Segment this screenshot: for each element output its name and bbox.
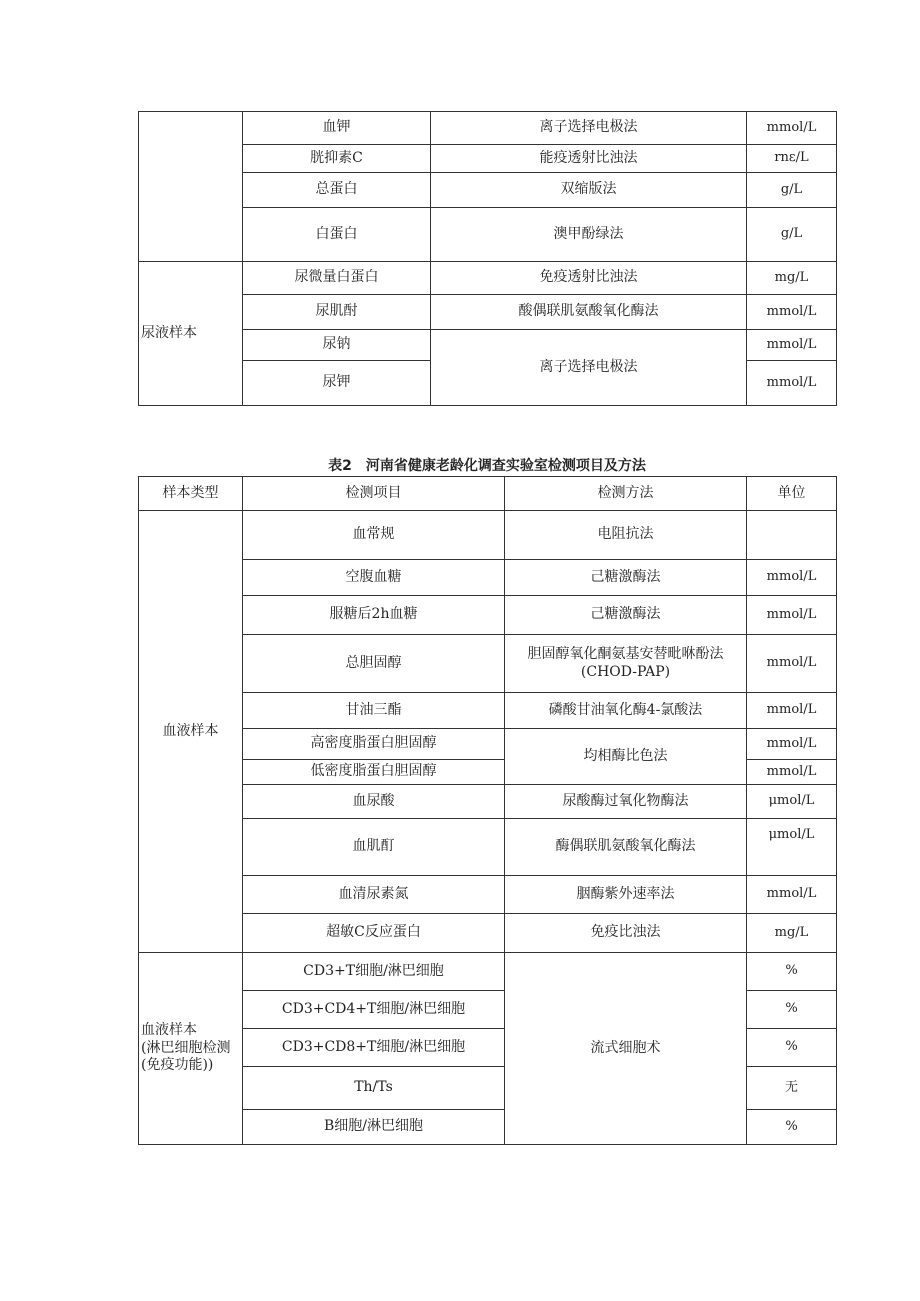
method-cell: 电阻抗法	[505, 511, 747, 560]
sample-type-cell	[139, 953, 243, 1145]
item-cell: 血肌酊	[243, 819, 505, 876]
unit-cell: %	[747, 1029, 837, 1067]
item-cell: CD3+CD4+T细胞/淋巴细胞	[243, 991, 505, 1029]
item-cell: CD3+T细胞/淋巴细胞	[243, 953, 505, 991]
unit-cell: mmol/L	[747, 729, 837, 760]
method-cell: 能疫透射比浊法	[431, 145, 747, 173]
table-row	[139, 511, 837, 560]
unit-cell: mmol/L	[747, 760, 837, 785]
table-2-caption: 表2 河南省健康老龄化调查实验室检测项目及方法	[328, 458, 646, 474]
item-cell: 尿肌酎	[243, 295, 431, 330]
table-row	[139, 729, 837, 760]
table-row	[139, 295, 837, 330]
table-row	[139, 173, 837, 208]
method-cell: 离子选择电极法	[431, 330, 747, 406]
item-cell: 血尿酸	[243, 785, 505, 819]
sample-type-cell: 尿液样本	[139, 262, 243, 406]
method-cell: 尿酸酶过氧化物酶法	[505, 785, 747, 819]
unit-cell: mmol/L	[747, 876, 837, 914]
method-cell: 酸偶联肌氨酸氧化酶法	[431, 295, 747, 330]
table-row	[139, 914, 837, 953]
unit-cell: g/L	[747, 173, 837, 208]
table-1-continued	[138, 111, 837, 406]
table-row	[139, 145, 837, 173]
method-cell: 免疫透射比浊法	[431, 262, 747, 295]
item-cell: 空腹血糖	[243, 560, 505, 596]
unit-cell: mmol/L	[747, 295, 837, 330]
table-row	[139, 208, 837, 262]
unit-cell: g/L	[747, 208, 837, 262]
item-cell: B细胞/淋巴细胞	[243, 1110, 505, 1145]
item-cell: 尿钾	[243, 361, 431, 406]
table-row	[139, 262, 837, 295]
item-cell: 服糖后2h血糖	[243, 596, 505, 635]
item-cell: 胱抑素C	[243, 145, 431, 173]
table-row	[139, 330, 837, 361]
table-row	[139, 693, 837, 729]
unit-cell: mg/L	[747, 914, 837, 953]
unit-cell: mmol/L	[747, 596, 837, 635]
sample-type-cell	[139, 112, 243, 262]
item-cell: 血钾	[243, 112, 431, 145]
table-2	[138, 476, 837, 1145]
item-cell: 尿钠	[243, 330, 431, 361]
header-unit: 单位	[747, 477, 837, 511]
unit-cell: 无	[747, 1067, 837, 1110]
unit-cell: μmol/L	[747, 785, 837, 819]
table-row	[139, 876, 837, 914]
item-cell: 总蛋白	[243, 173, 431, 208]
header-method: 检测方法	[505, 477, 747, 511]
sample-type-cell: 血液样本	[139, 511, 243, 953]
unit-cell: mmol/L	[747, 635, 837, 693]
method-cell: 均相酶比色法	[505, 729, 747, 785]
unit-cell	[747, 511, 837, 560]
unit-cell: mmol/L	[747, 112, 837, 145]
header-sample-type: 样本类型	[139, 477, 243, 511]
table-header-row	[139, 477, 837, 511]
unit-cell: mmol/L	[747, 693, 837, 729]
item-cell: 血清尿素氮	[243, 876, 505, 914]
item-cell: 尿微量白蛋白	[243, 262, 431, 295]
method-line-1: 胆固醇氧化酮氨基安替毗咻酚法	[527, 646, 724, 662]
method-cell: 胭酶紫外速率法	[505, 876, 747, 914]
unit-cell: %	[747, 991, 837, 1029]
method-cell: 流式细胞术	[505, 953, 747, 1145]
item-cell: 高密度脂蛋白胆固醇	[243, 729, 505, 760]
table-row	[139, 112, 837, 145]
item-cell: 超敏C反应蛋白	[243, 914, 505, 953]
method-cell	[505, 635, 747, 693]
item-cell: 甘油三酯	[243, 693, 505, 729]
method-cell: 磷酸甘油氧化酶4-氯酸法	[505, 693, 747, 729]
table-row	[139, 819, 837, 876]
item-cell: Th/Ts	[243, 1067, 505, 1110]
unit-cell: mmol/L	[747, 361, 837, 406]
unit-cell: mmol/L	[747, 560, 837, 596]
item-cell: 低密度脂蛋白胆固醇	[243, 760, 505, 785]
unit-cell: rnε/L	[747, 145, 837, 173]
sample-type-line-1: 血液样本	[141, 1022, 197, 1039]
method-cell: 酶偶联肌氨酸氧化酶法	[505, 819, 747, 876]
method-cell: 己糖激酶法	[505, 596, 747, 635]
table-row	[139, 596, 837, 635]
table-row	[139, 560, 837, 596]
unit-cell: %	[747, 1110, 837, 1145]
sample-type-line-3: (免疫功能))	[141, 1057, 214, 1074]
method-cell: 免疫比浊法	[505, 914, 747, 953]
item-cell: CD3+CD8+T细胞/淋巴细胞	[243, 1029, 505, 1067]
sample-type-line-2: (淋巴细胞检测	[141, 1039, 231, 1056]
method-cell: 澳甲酚绿法	[431, 208, 747, 262]
method-line-2: (CHOD-PAP)	[580, 663, 671, 680]
method-cell: 离子选择电极法	[431, 112, 747, 145]
unit-cell: mmol/L	[747, 330, 837, 361]
table-row	[139, 785, 837, 819]
item-cell: 血常规	[243, 511, 505, 560]
unit-cell: μmol/L	[747, 819, 837, 876]
item-cell: 白蛋白	[243, 208, 431, 262]
item-cell: 总胆固醇	[243, 635, 505, 693]
unit-cell: %	[747, 953, 837, 991]
method-cell: 己糖激酶法	[505, 560, 747, 596]
unit-cell: mg/L	[747, 262, 837, 295]
table-row	[139, 953, 837, 991]
header-item: 检测项目	[243, 477, 505, 511]
table-row	[139, 635, 837, 693]
method-cell: 双缩版法	[431, 173, 747, 208]
